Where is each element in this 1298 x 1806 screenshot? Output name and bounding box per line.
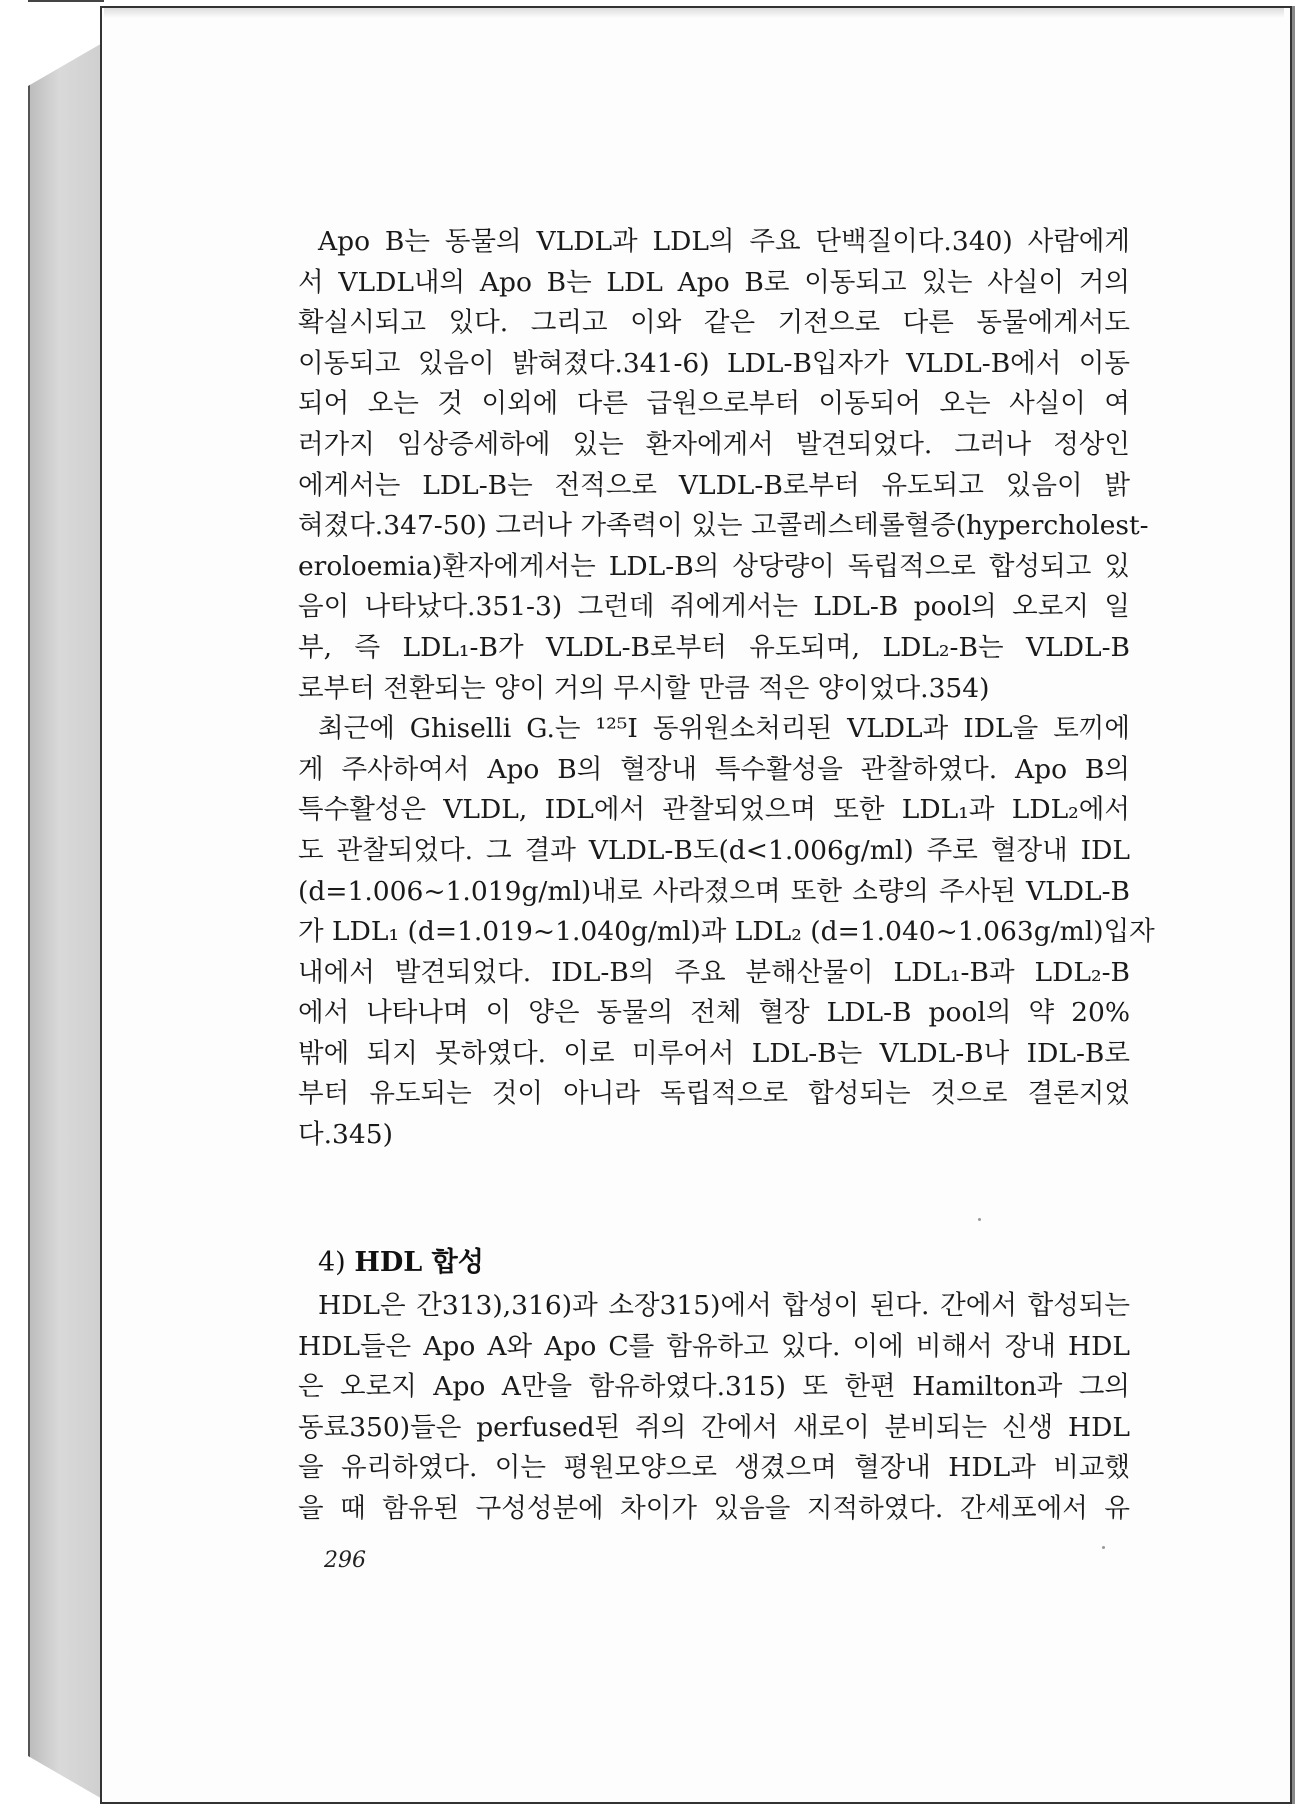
text-line: HDL들은 Apo A와 Apo C를 함유하고 있다. 이에 비해서 장내 HDL [298,1330,1130,1362]
text-line: (d=1.006~1.019g/ml)내로 사라졌으며 또한 소량의 주사된 VLDL-B [298,875,1130,907]
text-line: 혀졌다.347-50) 그러나 가족력이 있는 고콜레스테롤혈증(hypercholest- [298,510,1149,542]
text-line: 다.345) [298,1119,393,1151]
text-line: 확실시되고 있다. 그리고 이와 같은 기전으로 다른 동물에게서도 [298,307,1130,339]
page-number: 296 [324,1548,366,1573]
book-spine-edge [28,0,104,46]
text-line: 도 관찰되었다. 그 결과 VLDL-B도(d<1.006g/ml) 주로 혈장내 IDL [298,834,1130,866]
section-heading [318,1240,484,1279]
section-paragraph [298,1286,1130,1530]
text-line: 은 오로지 Apo A만을 함유하였다.315) 또 한편 Hamilton과 그의 [298,1371,1130,1403]
text-line: 부터 유도되는 것이 아니라 독립적으로 합성되는 것으로 결론지었 [298,1078,1130,1110]
text-line: eroloemia)환자에게서는 LDL-B의 상당량이 독립적으로 합성되고 있 [298,550,1130,582]
text-line: 되어 오는 것 이외에 다른 급원으로부터 이동되어 오는 사실이 여 [298,388,1130,420]
text-line: 로부터 전환되는 양이 거의 무시할 만큼 적은 양이었다.354) [298,672,990,704]
text-line: 동료350)들은 perfused된 쥐의 간에서 새로이 분비되는 신생 HDL [298,1411,1130,1443]
text-line: 이동되고 있음이 밝혀졌다.341-6) LDL-B입자가 VLDL-B에서 이동 [298,347,1130,379]
text-line: Apo B는 동물의 VLDL과 LDL의 주요 단백질이다.340) 사람에게 [318,226,1130,257]
text-line: 음이 나타났다.351-3) 그런데 쥐에게서는 LDL-B pool의 오로지 일 [298,591,1130,623]
page-shade [104,8,1284,18]
text-line: 부, 즉 LDL₁-B가 VLDL-B로부터 유도되며, LDL₂-B는 VLDL-B [298,631,1130,663]
speck [1102,1546,1105,1549]
section-title: HDL 합성 [354,1247,484,1278]
text-line: 밖에 되지 못하였다. 이로 미루어서 LDL-B는 VLDL-B나 IDL-B로 [298,1037,1130,1069]
text-line: 을 때 함유된 구성성분에 차이가 있음을 지적하였다. 간세포에서 유 [298,1492,1130,1524]
body-paragraphs [298,222,1155,1156]
section-number: 4) [318,1247,346,1278]
speck [978,1218,981,1221]
text-line: 내에서 발견되었다. IDL-B의 주요 분해산물이 LDL₁-B과 LDL₂-B [298,956,1130,988]
text-line: 을 유리하였다. 이는 평원모양으로 생겼으며 혈장내 HDL과 비교했 [298,1452,1130,1484]
text-line: 러가지 임상증세하에 있는 환자에게서 발견되었다. 그러나 정상인 [298,428,1130,460]
text-line: 가 LDL₁ (d=1.019~1.040g/ml)과 LDL₂ (d=1.040~1.063g/ml)입자 [298,916,1155,948]
text-line: 에서 나타나며 이 양은 동물의 전체 혈장 LDL-B pool의 약 20% [298,997,1130,1029]
text-line: HDL은 간313),316)과 소장315)에서 합성이 된다. 간에서 합성되는 [318,1290,1130,1321]
text-line: 서 VLDL내의 Apo B는 LDL Apo B로 이동되고 있는 사실이 거의 [298,266,1130,298]
text-line: 최근에 Ghiselli G.는 ¹²⁵I 동위원소처리된 VLDL과 IDL을 토끼에 [318,713,1130,745]
text-line: 특수활성은 VLDL, IDL에서 관찰되었으며 또한 LDL₁과 LDL₂에서 [298,794,1130,826]
text-line: 에게서는 LDL-B는 전적으로 VLDL-B로부터 유도되고 있음이 밝 [298,469,1130,501]
text-line: 게 주사하여서 Apo B의 혈장내 특수활성을 관찰하였다. Apo B의 [298,753,1130,785]
book-spine [28,42,104,1800]
